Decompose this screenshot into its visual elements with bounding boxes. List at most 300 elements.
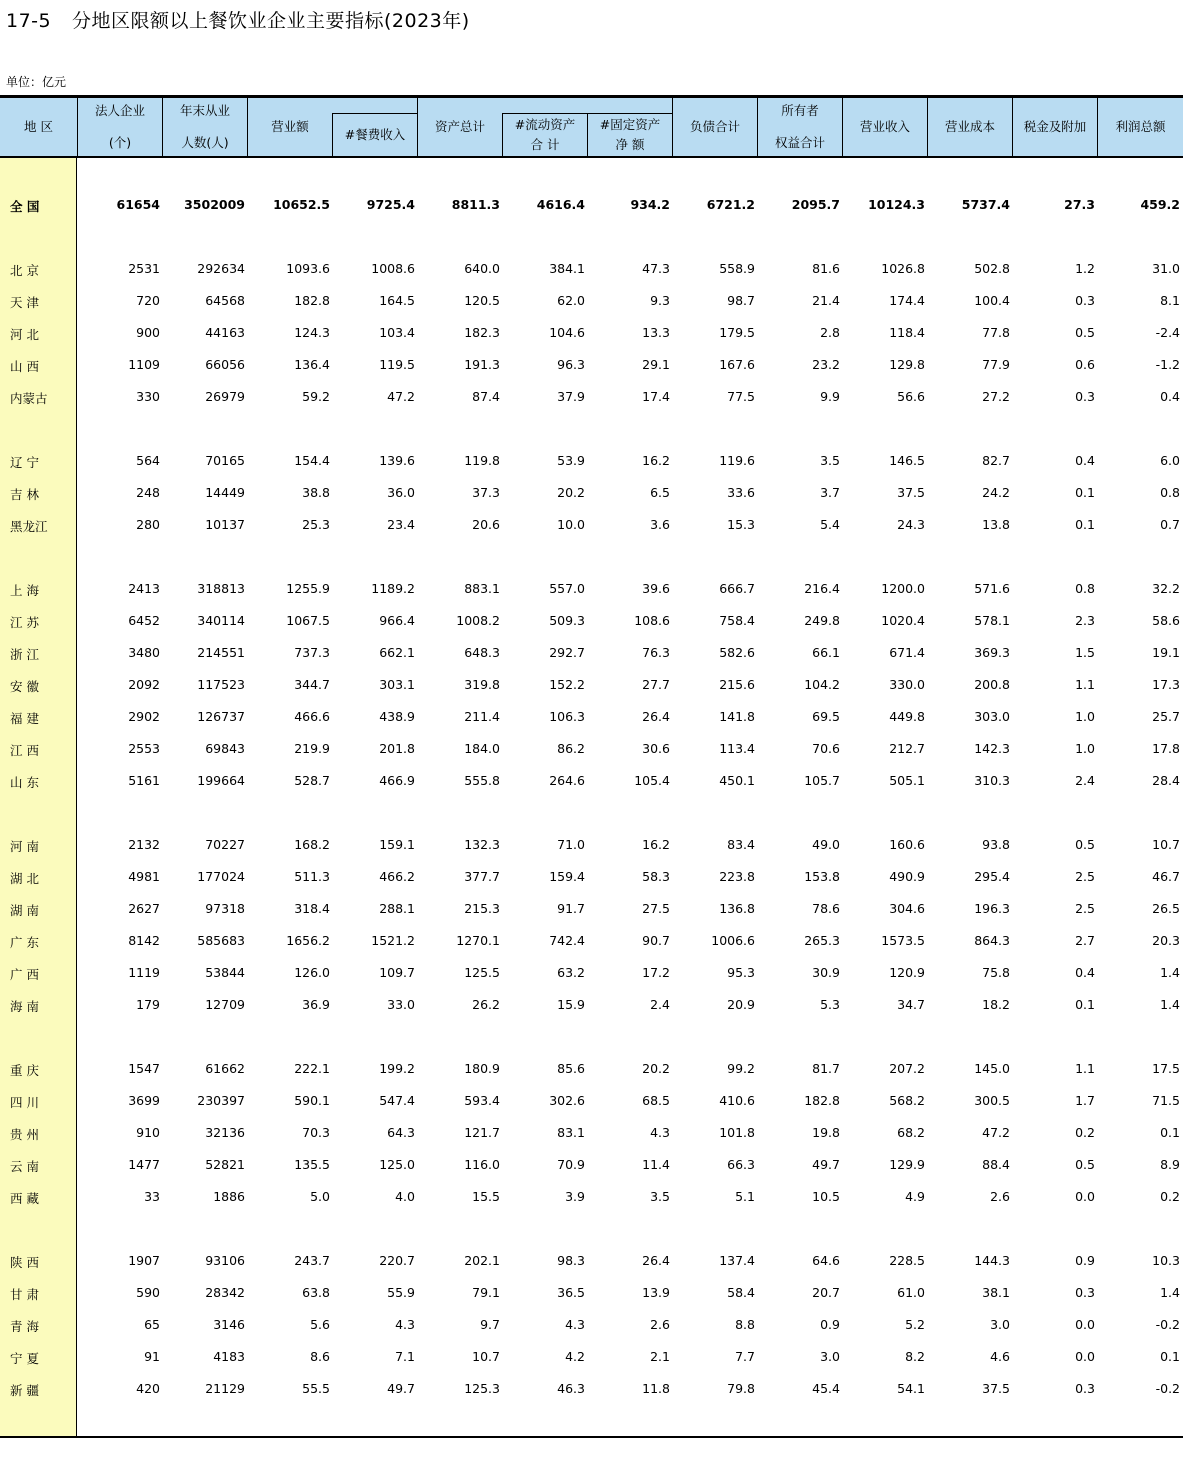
header-current-assets-line2: 合 计 xyxy=(530,137,560,152)
cell-value: 119.8 xyxy=(464,453,500,468)
cell-value: 1.4 xyxy=(1160,997,1180,1012)
cell-value: 141.8 xyxy=(719,709,755,724)
table-row xyxy=(0,1149,1183,1181)
cell-value: 75.8 xyxy=(982,965,1010,980)
cell-value: 14449 xyxy=(205,485,245,500)
cell-value: 648.3 xyxy=(464,645,500,660)
cell-value: 280 xyxy=(136,517,160,532)
cell-value: 37.5 xyxy=(897,485,925,500)
cell-value: 59.2 xyxy=(302,389,330,404)
table-row xyxy=(0,861,1183,893)
table-header xyxy=(0,98,1183,158)
header-total-profit-label: 利润总额 xyxy=(1115,119,1166,134)
cell-value: 303.0 xyxy=(974,709,1010,724)
cell-value: 69843 xyxy=(205,741,245,756)
cell-value: 25.7 xyxy=(1152,709,1180,724)
cell-value: 54.1 xyxy=(897,1381,925,1396)
region-name: 河 南 xyxy=(10,839,39,854)
cell-value: 265.3 xyxy=(804,933,840,948)
cell-value: 0.5 xyxy=(1075,325,1095,340)
cell-value: 8.1 xyxy=(1160,293,1180,308)
cell-value: 0.9 xyxy=(1075,1253,1095,1268)
cell-value: 201.8 xyxy=(379,741,415,756)
cell-value: 9.7 xyxy=(480,1317,500,1332)
region-name: 新 疆 xyxy=(10,1383,39,1398)
cell-value: 302.6 xyxy=(549,1093,585,1108)
cell-value: 124.3 xyxy=(294,325,330,340)
cell-value: 4616.4 xyxy=(536,197,585,212)
cell-value: 1008.6 xyxy=(371,261,415,276)
cell-value: 120.5 xyxy=(464,293,500,308)
cell-value: 249.8 xyxy=(804,613,840,628)
cell-value: 168.2 xyxy=(294,837,330,852)
cell-value: 159.4 xyxy=(549,869,585,884)
cell-value: 1.4 xyxy=(1160,1285,1180,1300)
region-name: 广 东 xyxy=(10,935,39,950)
cell-value: 159.1 xyxy=(379,837,415,852)
header-employees xyxy=(162,98,247,156)
cell-value: 330 xyxy=(136,389,160,404)
cell-value: 2.6 xyxy=(650,1317,670,1332)
cell-value: 29.1 xyxy=(642,357,670,372)
cell-value: 1.1 xyxy=(1075,1061,1095,1076)
cell-value: 369.3 xyxy=(974,645,1010,660)
cell-value: 77.9 xyxy=(982,357,1010,372)
table-row xyxy=(0,477,1183,509)
cell-value: 37.3 xyxy=(472,485,500,500)
cell-value: 13.8 xyxy=(982,517,1010,532)
cell-value: 7.7 xyxy=(735,1349,755,1364)
cell-value: 113.4 xyxy=(719,741,755,756)
cell-value: 93106 xyxy=(205,1253,245,1268)
header-total-assets xyxy=(417,98,502,156)
cell-value: 24.3 xyxy=(897,517,925,532)
cell-value: 179 xyxy=(136,997,160,1012)
cell-value: 4.6 xyxy=(990,1349,1010,1364)
region-name: 海 南 xyxy=(10,999,39,1014)
cell-value: 2095.7 xyxy=(791,197,840,212)
cell-value: 119.5 xyxy=(379,357,415,372)
cell-value: 70.3 xyxy=(302,1125,330,1140)
cell-value: 303.1 xyxy=(379,677,415,692)
region-name: 河 北 xyxy=(10,327,39,342)
header-turnover-label: 营业额 xyxy=(271,119,309,134)
cell-value: 2.4 xyxy=(1075,773,1095,788)
cell-value: 26.2 xyxy=(472,997,500,1012)
cell-value: 77.5 xyxy=(727,389,755,404)
cell-value: 78.6 xyxy=(812,901,840,916)
cell-value: 76.3 xyxy=(642,645,670,660)
cell-value: 0.0 xyxy=(1075,1317,1095,1332)
region-name: 上 海 xyxy=(10,583,39,598)
cell-value: 33.6 xyxy=(727,485,755,500)
cell-value: 177024 xyxy=(197,869,245,884)
cell-value: 2.1 xyxy=(650,1349,670,1364)
header-region xyxy=(0,98,77,156)
cell-value: 30.6 xyxy=(642,741,670,756)
cell-value: 27.7 xyxy=(642,677,670,692)
cell-value: 490.9 xyxy=(889,869,925,884)
cell-value: 292634 xyxy=(197,261,245,276)
cell-value: 295.4 xyxy=(974,869,1010,884)
cell-value: 58.4 xyxy=(727,1285,755,1300)
cell-value: 15.3 xyxy=(727,517,755,532)
cell-value: -0.2 xyxy=(1155,1317,1180,1332)
cell-value: 0.7 xyxy=(1160,517,1180,532)
cell-value: 1270.1 xyxy=(456,933,500,948)
cell-value: 0.4 xyxy=(1075,965,1095,980)
cell-value: 319.8 xyxy=(464,677,500,692)
region-name: 浙 江 xyxy=(10,647,39,662)
header-total-liabilities xyxy=(672,98,757,156)
cell-value: 2531 xyxy=(128,261,160,276)
cell-value: 219.9 xyxy=(294,741,330,756)
table-title-text: 分地区限额以上餐饮业企业主要指标(2023年) xyxy=(72,10,470,32)
region-name: 辽 宁 xyxy=(10,455,39,470)
cell-value: 0.1 xyxy=(1075,517,1095,532)
header-legal-units-line2: (个) xyxy=(108,135,132,150)
cell-value: 70227 xyxy=(205,837,245,852)
cell-value: 125.5 xyxy=(464,965,500,980)
cell-value: 640.0 xyxy=(464,261,500,276)
cell-value: 10137 xyxy=(205,517,245,532)
cell-value: 3699 xyxy=(128,1093,160,1108)
region-name: 云 南 xyxy=(10,1159,39,1174)
header-catering-income-label: #餐费收入 xyxy=(344,127,406,142)
cell-value: 466.6 xyxy=(294,709,330,724)
cell-value: 71.0 xyxy=(557,837,585,852)
cell-value: 3.0 xyxy=(990,1317,1010,1332)
cell-value: 410.6 xyxy=(719,1093,755,1108)
cell-value: 0.3 xyxy=(1075,293,1095,308)
header-total-assets-label: 资产总计 xyxy=(434,119,485,134)
cell-value: 97318 xyxy=(205,901,245,916)
cell-value: 2627 xyxy=(128,901,160,916)
cell-value: 70165 xyxy=(205,453,245,468)
cell-value: 300.5 xyxy=(974,1093,1010,1108)
cell-value: 1.4 xyxy=(1160,965,1180,980)
region-name: 广 西 xyxy=(10,967,39,982)
cell-value: 459.2 xyxy=(1140,197,1180,212)
cell-value: 53844 xyxy=(205,965,245,980)
cell-value: 87.4 xyxy=(472,389,500,404)
cell-value: 2.5 xyxy=(1075,901,1095,916)
cell-value: 200.8 xyxy=(974,677,1010,692)
table-row xyxy=(0,1373,1183,1405)
cell-value: 53.9 xyxy=(557,453,585,468)
cell-value: 4981 xyxy=(128,869,160,884)
cell-value: 36.0 xyxy=(387,485,415,500)
cell-value: 0.1 xyxy=(1075,997,1095,1012)
cell-value: 62.0 xyxy=(557,293,585,308)
cell-value: 81.7 xyxy=(812,1061,840,1076)
cell-value: 1.2 xyxy=(1075,261,1095,276)
cell-value: 0.1 xyxy=(1160,1125,1180,1140)
cell-value: 105.7 xyxy=(804,773,840,788)
cell-value: 119.6 xyxy=(719,453,755,468)
cell-value: 79.8 xyxy=(727,1381,755,1396)
cell-value: 98.3 xyxy=(557,1253,585,1268)
cell-value: 377.7 xyxy=(464,869,500,884)
cell-value: 310.3 xyxy=(974,773,1010,788)
cell-value: 0.8 xyxy=(1160,485,1180,500)
cell-value: 1255.9 xyxy=(286,581,330,596)
cell-value: 9.3 xyxy=(650,293,670,308)
cell-value: 505.1 xyxy=(889,773,925,788)
cell-value: 1109 xyxy=(128,357,160,372)
cell-value: 0.2 xyxy=(1160,1189,1180,1204)
cell-value: 32.2 xyxy=(1152,581,1180,596)
cell-value: 2.6 xyxy=(990,1189,1010,1204)
region-name: 江 西 xyxy=(10,743,39,758)
cell-value: 196.3 xyxy=(974,901,1010,916)
cell-value: 420 xyxy=(136,1381,160,1396)
cell-value: 288.1 xyxy=(379,901,415,916)
header-region-label: 地 区 xyxy=(24,119,53,134)
header-revenue-label: 营业收入 xyxy=(859,119,910,134)
cell-value: 593.4 xyxy=(464,1093,500,1108)
table-row xyxy=(0,605,1183,637)
cell-value: 3.5 xyxy=(650,1189,670,1204)
cell-value: 15.9 xyxy=(557,997,585,1012)
cell-value: 136.8 xyxy=(719,901,755,916)
cell-value: 582.6 xyxy=(719,645,755,660)
cell-value: 6.0 xyxy=(1160,453,1180,468)
cell-value: 52821 xyxy=(205,1157,245,1172)
cell-value: 1.0 xyxy=(1075,709,1095,724)
header-employees-line2: 人数(人) xyxy=(181,135,229,150)
cell-value: 568.2 xyxy=(889,1093,925,1108)
table-row xyxy=(0,893,1183,925)
cell-value: 0.1 xyxy=(1160,1349,1180,1364)
cell-value: 3480 xyxy=(128,645,160,660)
cell-value: 65 xyxy=(144,1317,160,1332)
cell-value: 2413 xyxy=(128,581,160,596)
cell-value: 3.5 xyxy=(820,453,840,468)
cell-value: 215.3 xyxy=(464,901,500,916)
cell-value: 95.3 xyxy=(727,965,755,980)
region-name: 贵 州 xyxy=(10,1127,39,1142)
cell-value: 0.6 xyxy=(1075,357,1095,372)
cell-value: 129.9 xyxy=(889,1157,925,1172)
header-legal-units xyxy=(77,98,162,156)
cell-value: 99.2 xyxy=(727,1061,755,1076)
cell-value: 17.4 xyxy=(642,389,670,404)
header-cost xyxy=(927,98,1012,156)
cell-value: 1.7 xyxy=(1075,1093,1095,1108)
cell-value: 38.8 xyxy=(302,485,330,500)
cell-value: 154.4 xyxy=(294,453,330,468)
cell-value: 137.4 xyxy=(719,1253,755,1268)
cell-value: 1573.5 xyxy=(881,933,925,948)
table-row-total xyxy=(0,189,1183,221)
cell-value: 47.2 xyxy=(982,1125,1010,1140)
cell-value: 1020.4 xyxy=(881,613,925,628)
header-current-assets xyxy=(502,113,587,156)
cell-value: 304.6 xyxy=(889,901,925,916)
cell-value: 85.6 xyxy=(557,1061,585,1076)
cell-value: 17.5 xyxy=(1152,1061,1180,1076)
header-owners-equity-line1: 所有者 xyxy=(781,103,819,118)
cell-value: 1521.2 xyxy=(371,933,415,948)
cell-value: 449.8 xyxy=(889,709,925,724)
cell-value: 10.0 xyxy=(557,517,585,532)
cell-value: 153.8 xyxy=(804,869,840,884)
cell-value: 20.3 xyxy=(1152,933,1180,948)
header-owners-equity-line2: 权益合计 xyxy=(774,135,825,150)
cell-value: 0.3 xyxy=(1075,389,1095,404)
cell-value: 167.6 xyxy=(719,357,755,372)
cell-value: 58.3 xyxy=(642,869,670,884)
cell-value: 160.6 xyxy=(889,837,925,852)
cell-value: 47.3 xyxy=(642,261,670,276)
cell-value: 0.1 xyxy=(1075,485,1095,500)
header-fixed-assets-line1: #固定资产 xyxy=(599,117,661,132)
cell-value: 590.1 xyxy=(294,1093,330,1108)
cell-value: 207.2 xyxy=(889,1061,925,1076)
unit-label: 单位：亿元 xyxy=(6,75,67,89)
cell-value: 83.4 xyxy=(727,837,755,852)
region-name: 山 东 xyxy=(10,775,39,790)
cell-value: 104.6 xyxy=(549,325,585,340)
header-fixed-assets-line2: 净 额 xyxy=(615,137,645,152)
cell-value: 191.3 xyxy=(464,357,500,372)
cell-value: 45.4 xyxy=(812,1381,840,1396)
cell-value: 511.3 xyxy=(294,869,330,884)
cell-value: 215.6 xyxy=(719,677,755,692)
cell-value: 1200.0 xyxy=(881,581,925,596)
table-row xyxy=(0,349,1183,381)
cell-value: 555.8 xyxy=(464,773,500,788)
cell-value: 184.0 xyxy=(464,741,500,756)
table-row xyxy=(0,701,1183,733)
cell-value: 117523 xyxy=(197,677,245,692)
cell-value: 199.2 xyxy=(379,1061,415,1076)
cell-value: 509.3 xyxy=(549,613,585,628)
cell-value: 1907 xyxy=(128,1253,160,1268)
cell-value: 202.1 xyxy=(464,1253,500,1268)
cell-value: 438.9 xyxy=(379,709,415,724)
cell-value: 220.7 xyxy=(379,1253,415,1268)
region-name: 青 海 xyxy=(10,1319,39,1334)
cell-value: 26979 xyxy=(205,389,245,404)
cell-value: 11.4 xyxy=(642,1157,670,1172)
cell-value: 44163 xyxy=(205,325,245,340)
header-total-liabilities-label: 负债合计 xyxy=(689,119,740,134)
cell-value: 17.3 xyxy=(1152,677,1180,692)
cell-value: 264.6 xyxy=(549,773,585,788)
cell-value: 180.9 xyxy=(464,1061,500,1076)
cell-value: 243.7 xyxy=(294,1253,330,1268)
cell-value: 108.6 xyxy=(634,613,670,628)
cell-value: 1008.2 xyxy=(456,613,500,628)
cell-value: 20.6 xyxy=(472,517,500,532)
cell-value: 3.7 xyxy=(820,485,840,500)
cell-value: 8.6 xyxy=(310,1349,330,1364)
cell-value: 55.9 xyxy=(387,1285,415,1300)
cell-value: 26.4 xyxy=(642,709,670,724)
cell-value: 662.1 xyxy=(379,645,415,660)
header-cost-label: 营业成本 xyxy=(944,119,995,134)
cell-value: 37.5 xyxy=(982,1381,1010,1396)
cell-value: 32136 xyxy=(205,1125,245,1140)
cell-value: 2.4 xyxy=(650,997,670,1012)
cell-value: 21.4 xyxy=(812,293,840,308)
cell-value: 199664 xyxy=(197,773,245,788)
cell-value: 61654 xyxy=(116,197,160,212)
region-name: 重 庆 xyxy=(10,1063,39,1078)
cell-value: 1.5 xyxy=(1075,645,1095,660)
table-row xyxy=(0,445,1183,477)
cell-value: 5737.4 xyxy=(961,197,1010,212)
cell-value: 142.3 xyxy=(974,741,1010,756)
cell-value: 6452 xyxy=(128,613,160,628)
cell-value: 666.7 xyxy=(719,581,755,596)
region-name: 陕 西 xyxy=(10,1255,39,1270)
cell-value: 39.6 xyxy=(642,581,670,596)
cell-value: 20.9 xyxy=(727,997,755,1012)
cell-value: 79.1 xyxy=(472,1285,500,1300)
table-row xyxy=(0,1309,1183,1341)
cell-value: 26.5 xyxy=(1152,901,1180,916)
cell-value: 8.2 xyxy=(905,1349,925,1364)
region-name: 甘 肃 xyxy=(10,1287,39,1302)
cell-value: 68.2 xyxy=(897,1125,925,1140)
cell-value: 742.4 xyxy=(549,933,585,948)
cell-value: 211.4 xyxy=(464,709,500,724)
cell-value: 10.7 xyxy=(472,1349,500,1364)
cell-value: 69.5 xyxy=(812,709,840,724)
header-owners-equity xyxy=(757,98,842,156)
cell-value: 1656.2 xyxy=(286,933,330,948)
cell-value: 3502009 xyxy=(184,197,245,212)
cell-value: 6.5 xyxy=(650,485,670,500)
cell-value: 4.3 xyxy=(650,1125,670,1140)
cell-value: 3.0 xyxy=(820,1349,840,1364)
cell-value: 28342 xyxy=(205,1285,245,1300)
cell-value: 466.2 xyxy=(379,869,415,884)
header-taxes-label: 税金及附加 xyxy=(1023,119,1087,134)
cell-value: 6721.2 xyxy=(706,197,755,212)
region-name: 四 川 xyxy=(10,1095,39,1110)
cell-value: 214551 xyxy=(197,645,245,660)
table-row xyxy=(0,957,1183,989)
table-row xyxy=(0,381,1183,413)
cell-value: 5.4 xyxy=(820,517,840,532)
table-row xyxy=(0,253,1183,285)
table-row xyxy=(0,317,1183,349)
cell-value: 36.5 xyxy=(557,1285,585,1300)
cell-value: 528.7 xyxy=(294,773,330,788)
table-bottom-rule xyxy=(0,1436,1183,1438)
cell-value: 450.1 xyxy=(719,773,755,788)
cell-value: 330.0 xyxy=(889,677,925,692)
cell-value: 82.7 xyxy=(982,453,1010,468)
cell-value: 106.3 xyxy=(549,709,585,724)
table-row xyxy=(0,829,1183,861)
cell-value: 0.0 xyxy=(1075,1349,1095,1364)
cell-value: 384.1 xyxy=(549,261,585,276)
cell-value: 0.5 xyxy=(1075,837,1095,852)
cell-value: 23.2 xyxy=(812,357,840,372)
cell-value: 17.8 xyxy=(1152,741,1180,756)
cell-value: 8142 xyxy=(128,933,160,948)
cell-value: 49.7 xyxy=(387,1381,415,1396)
cell-value: 0.4 xyxy=(1160,389,1180,404)
cell-value: 5161 xyxy=(128,773,160,788)
cell-value: 30.9 xyxy=(812,965,840,980)
cell-value: 547.4 xyxy=(379,1093,415,1108)
